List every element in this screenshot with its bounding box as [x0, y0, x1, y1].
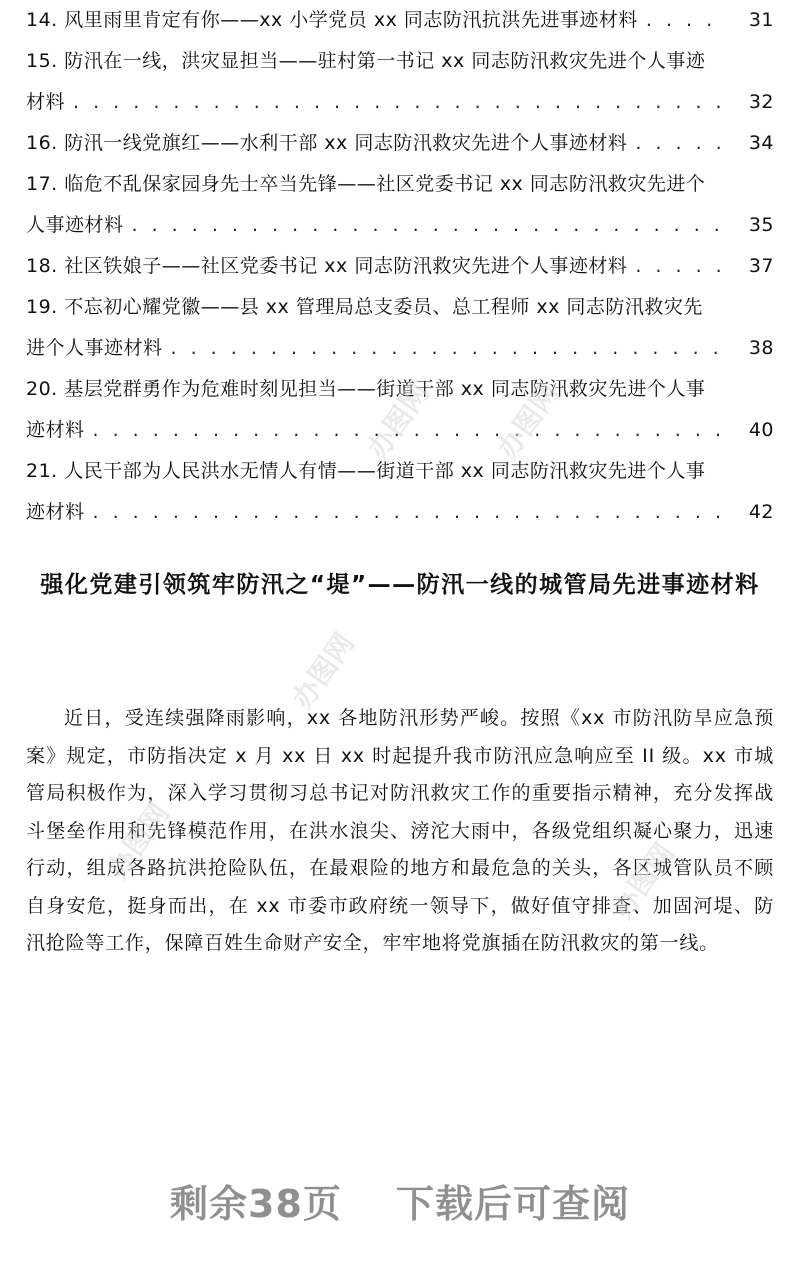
toc-entry[interactable]: [26, 246, 774, 287]
toc-entry[interactable]: [26, 164, 774, 246]
toc-page-number: 42: [748, 501, 774, 523]
toc-line: [26, 123, 774, 164]
toc-line: [26, 287, 774, 328]
toc-entry-title: 17. 临危不乱保家园身先士卒当先锋——社区党委书记 xx 同志防汛救灾先进个: [26, 173, 706, 195]
toc-entry-title: 迹材料: [26, 419, 85, 441]
toc-line: [26, 164, 774, 205]
toc-dot-leader: [171, 328, 728, 369]
document-title: 强化党建引领筑牢防汛之“堤”——防汛一线的城管局先进事迹材料: [40, 572, 760, 598]
toc-entry[interactable]: [26, 287, 774, 369]
toc-page-number: 37: [748, 255, 774, 277]
watermark: 办图网: [605, 836, 681, 925]
toc-dot-leader: [635, 123, 728, 164]
toc-dot-leader: [73, 82, 728, 123]
toc-entry-title: 迹材料: [26, 501, 85, 523]
toc-entry[interactable]: [26, 0, 774, 41]
download-banner[interactable]: [0, 1170, 800, 1230]
toc-page-number: 34: [748, 132, 774, 154]
toc-page-number: 40: [748, 419, 774, 441]
toc-line: [26, 451, 774, 492]
download-to-view-label: 下载后可查阅: [395, 1181, 630, 1226]
body-paragraph: 近日，受连续强降雨影响，xx 各地防汛形势严峻。按照《xx 市防汛防旱应急预案》规定，市防指决定 x 月 xx 日 xx 时起提升我市防汛应急响应至 II 级。xx 市城管局积极作为，深入学习贯彻习总书记对防汛救灾工作的重要指示精神，充分发挥战斗堡垒作用和先锋模范作用，在洪水浪尖、滂沱大雨中，各级党组织凝心聚力，迅速行动，组成各路抗洪抢险队伍，在最艰险的地方和最危急的关头，各区城管队员不顾自身安危，挺身而出，在 xx 市委市政府统一领导下，做好值守排查、加固河堤、防汛抢险等工作，保障百姓生命财产安全，牢牢地将党旗插在防汛救灾的第一线。: [26, 707, 774, 954]
toc-entry-title: 15. 防汛在一线，洪灾显担当——驻村第一书记 xx 同志防汛救灾先进个人事迹: [26, 50, 706, 72]
toc-line: [26, 369, 774, 410]
watermark: 办图网: [490, 376, 566, 465]
toc-line: [26, 82, 774, 123]
table-of-contents: [26, 0, 774, 533]
toc-page-number: 31: [748, 9, 774, 31]
toc-entry[interactable]: [26, 451, 774, 533]
toc-entry[interactable]: [26, 123, 774, 164]
toc-dot-leader: [93, 492, 728, 533]
watermark: 办图网: [100, 796, 176, 885]
toc-entry[interactable]: [26, 369, 774, 451]
toc-entry-title: 18. 社区铁娘子——社区党委书记 xx 同志防汛救灾先进个人事迹材料: [26, 255, 628, 277]
watermark: 办图网: [360, 376, 436, 465]
toc-line: [26, 41, 774, 82]
toc-entry-title: 20. 基层党群勇作为危难时刻见担当——街道干部 xx 同志防汛救灾先进个人事: [26, 378, 706, 400]
toc-entry-title: 19. 不忘初心耀党徽——县 xx 管理局总支委员、总工程师 xx 同志防汛救灾先: [26, 296, 703, 318]
toc-line: [26, 410, 774, 451]
remaining-pages-label: 剩余38页: [170, 1181, 342, 1226]
toc-entry-title: 材料: [26, 91, 66, 113]
toc-line: [26, 246, 774, 287]
toc-line: [26, 205, 774, 246]
toc-page-number: 35: [748, 214, 774, 236]
watermark: 办图网: [285, 626, 361, 715]
toc-line: [26, 0, 774, 41]
toc-dot-leader: [635, 246, 728, 287]
toc-dot-leader: [132, 205, 728, 246]
toc-line: [26, 328, 774, 369]
toc-entry-title: 16. 防汛一线党旗红——水利干部 xx 同志防汛救灾先进个人事迹材料: [26, 132, 628, 154]
toc-dot-leader: [93, 410, 728, 451]
toc-entry-title: 14. 风里雨里肯定有你——xx 小学党员 xx 同志防汛抗洪先进事迹材料: [26, 9, 638, 31]
toc-line: [26, 492, 774, 533]
toc-entry-title: 进个人事迹材料: [26, 337, 163, 359]
toc-entry[interactable]: [26, 41, 774, 123]
toc-entry-title: 人事迹材料: [26, 214, 124, 236]
toc-page-number: 38: [748, 337, 774, 359]
toc-page-number: 32: [748, 91, 774, 113]
toc-entry-title: 21. 人民干部为人民洪水无情人有情——街道干部 xx 同志防汛救灾先进个人事: [26, 460, 706, 482]
toc-dot-leader: [646, 0, 728, 41]
